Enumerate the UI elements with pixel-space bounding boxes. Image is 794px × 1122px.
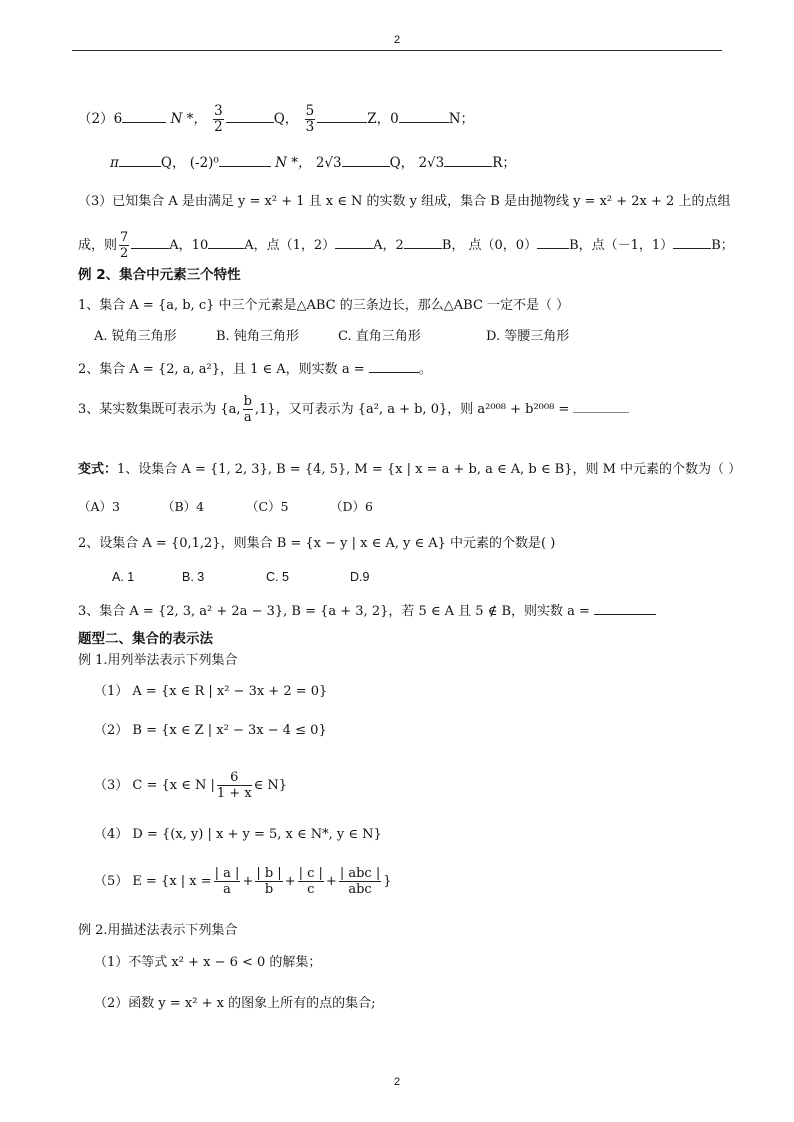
answer-blank [594,601,656,615]
q3-part: A，2 [373,238,404,253]
answer-blank [335,235,373,249]
describe-item-2: （2）函数 y = x² + x 的图象上所有的点的集合; [94,996,376,1011]
set-e-item [94,866,392,897]
ex2-q2 [78,359,432,379]
variant-q1-options [78,498,373,516]
option-c: （C）5 [246,499,289,514]
option-c: C. 5 [266,570,289,584]
answer-blank [573,399,629,413]
option-a: （A）3 [78,499,120,514]
q3-part: A，10 [169,238,209,253]
footer-page-number: 2 [393,1076,401,1088]
fraction-5-3: $\frac{5}{3}$ [305,103,315,135]
option-b: B. 3 [182,570,205,584]
set-d-item: （4） D = {(x, y) | x + y = 5, x ∈ N*, y ∈ N} [94,827,382,842]
variant-q1-text: 1、设集合 A = {1, 2, 3}, B = {4, 5}, M = {x | x = a + b, a ∈ A, b ∈ B}，则 M 中元素的个数为（ ） [117,462,742,477]
variant-label: 变式： [78,462,118,477]
q3-part: B； [711,238,734,253]
pi-symbol: π [110,155,119,171]
set-e-pre: （5） E = {x | x = [94,874,212,889]
answer-blank [404,235,442,249]
fraction-b-a: $\frac{b}{a}$ [243,394,252,425]
ex2-q1: 1、集合 A = {a, b, c} 中三个元素是△ABC 的三条边长，那么△ABC 一定不是（ ） [78,298,570,313]
ex2-q3-pre: 3、某实数集既可表示为 {a, [78,402,241,417]
ex2-q2-text: 2、集合 A = {2, a, a²}，且 1 ∈ A，则实数 a = [78,362,365,377]
set-z-zero: Z，0 [367,111,399,127]
option-d: D.9 [350,570,370,584]
q2-prefix: （2）6 [78,111,123,127]
option-a: A. 锐角三角形 [94,329,177,344]
set-n: N； [448,111,474,127]
two-root-three: 2√3 [418,155,445,171]
plus-sign: + [325,874,337,889]
answer-blank [342,153,390,167]
q2-line2 [110,153,516,172]
set-b-item: （2） B = {x ∈ Z | x² − 3x − 4 ≤ 0} [94,723,327,738]
two-root-three: 2√3 [315,155,342,171]
q3-prefix: 成，则 [78,238,118,253]
variant-q3-text: 3、集合 A = {2, 3, a² + 2a − 3}, B = {a + 3, 2}，若 5 ∈ A 且 5 ∉ B，则实数 a = [78,604,590,619]
variant-q3 [78,601,656,621]
set-q: Q， [273,111,299,127]
describe-item-1: （1）不等式 x² + x − 6 < 0 的解集； [94,955,322,970]
answer-blank [119,153,161,167]
answer-blank [673,235,711,249]
fraction-abs-a: $\frac{| a |}{a}$ [214,866,240,897]
set-c-post: ∈ N} [253,778,288,793]
answer-blank [131,235,169,249]
set-q: Q， [389,155,415,171]
set-e-post: } [383,874,392,889]
option-a: A. 1 [112,570,135,584]
answer-blank [219,153,271,167]
option-b: B. 钝角三角形 [216,329,299,344]
answer-blank [399,109,449,123]
answer-blank [537,235,569,249]
set-c-item [94,770,287,801]
variant-q2-options [112,568,369,586]
set-q: Q， [160,155,186,171]
q3-line1: （3）已知集合 A 是由满足 y = x² + 1 且 x ∈ N 的实数 y 组成，集合 B 是由抛物线 y = x² + 2x + 2 上的点组 [78,194,731,209]
type2-ex2: 例 2.用描述法表示下列集合 [78,923,238,938]
option-c: C. 直角三角形 [338,329,421,344]
q3-part: B， 点（0，0） [441,238,538,253]
ex2-q1-options [94,328,569,346]
answer-blank [226,109,274,123]
type2-title: 题型二、集合的表示法 [78,631,213,647]
fraction-7-2: $\frac{7}{2}$ [120,230,129,261]
set-r: R； [492,155,516,171]
option-d: D. 等腰三角形 [486,329,570,344]
plus-sign: + [284,874,296,889]
answer-blank [369,359,419,373]
answer-blank [317,109,367,123]
answer-blank [444,153,492,167]
set-n-star: N *， [275,155,312,171]
example2-title: 例 2、集合中元素三个特性 [78,267,241,283]
fraction-abs-b: $\frac{| b |}{b}$ [256,866,282,897]
set-n-star: N *， [170,111,207,127]
q2-line1 [78,104,474,135]
ex2-q3 [78,394,629,425]
ex2-q2-end: 。 [418,362,432,377]
option-d: （D）6 [330,499,373,514]
q3-part: B，点（－1，1） [569,238,674,253]
set-a-item: （1） A = {x ∈ R | x² − 3x + 2 = 0} [94,684,328,699]
ex2-q3-post: ,1}，又可表示为 {a², a + b, 0}，则 a²⁰⁰⁸ + b²⁰⁰⁸ = [254,402,570,417]
neg-two-power: (-2)⁰ [189,155,219,171]
type2-ex1: 例 1.用列举法表示下列集合 [78,653,238,668]
answer-blank [122,109,166,123]
q3-line2 [78,230,734,261]
header-page-number: 2 [393,34,401,46]
fraction-abs-abc: $\frac{\text{| abc |}}{\text{abc}}$ [339,866,381,897]
fraction-3-2: $\frac{3}{2}$ [214,103,223,135]
set-c-pre: （3） C = {x ∈ N | [94,778,215,793]
header-rule [72,50,722,51]
option-b: （B）4 [162,499,205,514]
fraction-6-over-1px: $\frac{6}{1 + x}$ [216,770,252,801]
plus-sign: + [242,874,254,889]
answer-blank [208,235,244,249]
variant-q1 [78,461,741,479]
q3-part: A，点（1，2） [244,238,336,253]
fraction-abs-c: $\frac{| c |}{c}$ [298,866,323,897]
variant-q2: 2、设集合 A = {0,1,2}，则集合 B = {x − y | x ∈ A, y ∈ A} 中元素的个数是( ) [78,536,556,551]
